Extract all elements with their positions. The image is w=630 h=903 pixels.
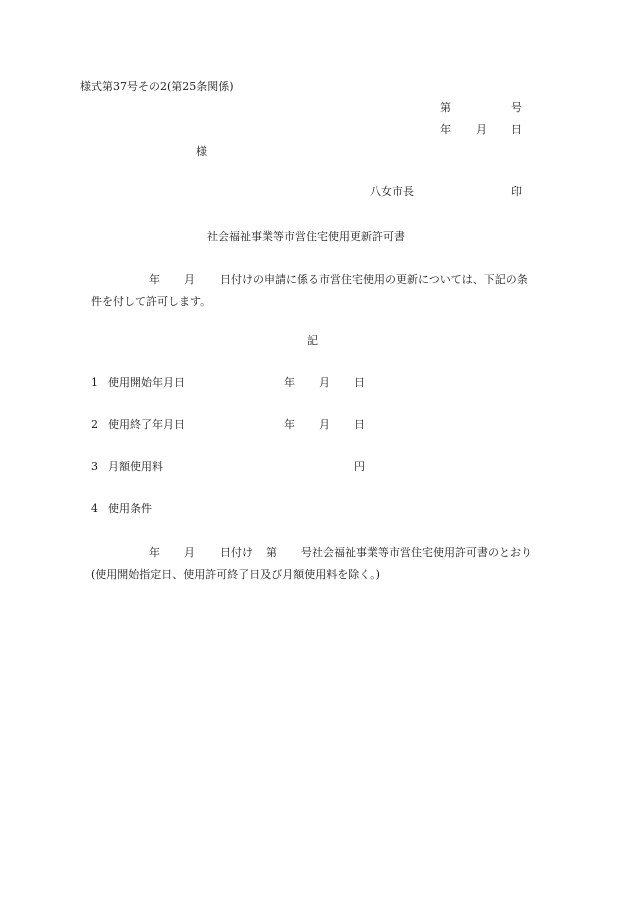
form-number: 様式第37号その2(第25条関係) <box>80 80 234 93</box>
cond-month: 月 <box>184 546 195 559</box>
doc-number-go: 号 <box>511 101 522 114</box>
cond-hizuke: 日付け <box>220 546 253 559</box>
item-1-label: 使用開始年月日 <box>108 376 185 389</box>
item-1-year: 年 <box>284 376 295 389</box>
item-3-unit: 円 <box>354 460 365 473</box>
item-1-day: 日 <box>354 376 365 389</box>
item-2-number: 2 <box>91 418 98 431</box>
cond-line1: 号社会福祉事業等市営住宅使用許可書のとおり <box>301 546 532 559</box>
item-2-year: 年 <box>284 418 295 431</box>
body-month: 月 <box>184 273 195 286</box>
body-line1: 日付けの申請に係る市営住宅使用の更新については、下記の条 <box>220 273 528 286</box>
item-4-label: 使用条件 <box>108 502 152 515</box>
ki-heading: 記 <box>307 334 318 347</box>
item-3-label: 月額使用料 <box>108 460 163 473</box>
cond-dai: 第 <box>266 546 277 559</box>
item-1-month: 月 <box>319 376 330 389</box>
issuer-name: 八女市長 <box>370 185 414 198</box>
date-year: 年 <box>440 123 451 136</box>
item-2-label: 使用終了年月日 <box>108 418 185 431</box>
item-1-number: 1 <box>91 376 98 389</box>
item-2-month: 月 <box>319 418 330 431</box>
date-month: 月 <box>476 123 487 136</box>
cond-year: 年 <box>149 546 160 559</box>
addressee-sama: 様 <box>196 145 207 158</box>
body-line2: 件を付して許可します。 <box>91 295 212 308</box>
item-2-day: 日 <box>354 418 365 431</box>
item-3-number: 3 <box>91 460 98 473</box>
body-year: 年 <box>149 273 160 286</box>
doc-number-dai: 第 <box>440 101 451 114</box>
cond-line2: (使用開始指定日、使用許可終了日及び月額使用料を除く。) <box>91 568 380 581</box>
item-4-number: 4 <box>91 502 98 515</box>
seal-mark: 印 <box>511 185 522 198</box>
document-title: 社会福祉事業等市営住宅使用更新許可書 <box>207 230 405 243</box>
date-day: 日 <box>511 123 522 136</box>
